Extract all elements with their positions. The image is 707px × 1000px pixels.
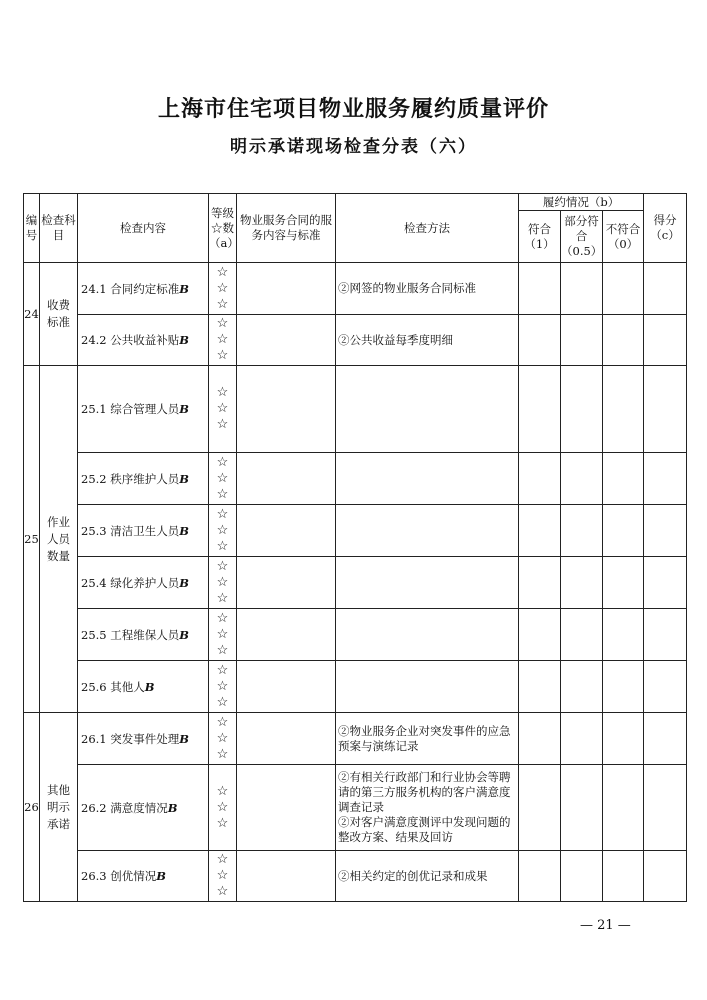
score-cell[interactable] [644,661,687,713]
grade-stars [209,505,237,557]
comply-cell[interactable] [519,557,561,609]
check-item [78,557,209,609]
score-cell[interactable] [644,263,687,315]
partial-cell[interactable] [561,263,603,315]
section-category [40,263,78,366]
star-icon: ☆☆☆ [216,852,229,899]
comply-cell[interactable] [519,315,561,366]
contract-cell[interactable] [237,263,336,315]
contract-cell[interactable] [237,453,336,505]
section-number: 24 [24,263,40,366]
evaluation-table [23,193,687,902]
check-item-mark: B [144,679,155,694]
table-row [24,713,687,765]
comply-cell[interactable] [519,713,561,765]
score-cell[interactable] [644,366,687,453]
noncomply-cell[interactable] [603,609,644,661]
grade-stars [209,315,237,366]
table-row [24,851,687,902]
header-content: 检查内容 [78,194,209,263]
grade-stars [209,366,237,453]
star-icon: ☆☆☆ [216,558,229,606]
table-row [24,765,687,851]
contract-cell[interactable] [237,713,336,765]
check-item [78,505,209,557]
check-item-mark: B [179,731,189,746]
partial-cell[interactable] [561,505,603,557]
table-row [24,263,687,315]
grade-stars [209,661,237,713]
check-item-label: 25.4 绿化养护人员 [81,575,180,590]
header-no: 编号 [24,194,40,263]
contract-cell[interactable] [237,609,336,661]
partial-cell[interactable] [561,661,603,713]
star-icon: ☆☆☆ [216,506,229,554]
noncomply-cell[interactable] [603,315,644,366]
partial-cell[interactable] [561,713,603,765]
noncomply-cell[interactable] [603,366,644,453]
grade-stars [209,713,237,765]
noncomply-cell[interactable] [603,505,644,557]
noncomply-cell[interactable] [603,557,644,609]
header-grade: 等级☆数（a） [209,194,237,263]
star-icon: ☆☆☆ [216,454,229,502]
comply-cell[interactable] [519,765,561,851]
header-category: 检查科目 [40,194,78,263]
check-item [78,661,209,713]
grade-stars [209,263,237,315]
partial-cell[interactable] [561,366,603,453]
score-cell[interactable] [644,765,687,851]
section-category [40,713,78,902]
header-contract: 物业服务合同的服务内容与标准 [237,194,336,263]
star-icon: ☆☆☆ [216,316,229,363]
score-cell[interactable] [644,315,687,366]
check-item [78,765,209,851]
partial-cell[interactable] [561,851,603,902]
check-item-label: 26.1 突发事件处理 [81,731,180,746]
grade-stars [209,851,237,902]
star-icon: ☆☆☆ [216,662,229,710]
check-method [336,366,519,453]
score-cell[interactable] [644,609,687,661]
check-item [78,609,209,661]
table-row [24,505,687,557]
check-item-mark: B [179,575,189,590]
section-category [40,366,78,713]
category-label: 其他明示承诺 [47,782,70,831]
check-method: ②网签的物业服务合同标准 [336,263,519,315]
star-icon: ☆☆☆ [216,783,229,831]
header-score: 得分（c） [644,194,687,263]
contract-cell[interactable] [237,557,336,609]
score-cell[interactable] [644,851,687,902]
check-item [78,851,209,902]
header-noncomply: 不符合（0） [603,211,644,263]
check-item-mark: B [167,800,178,815]
partial-cell[interactable] [561,453,603,505]
check-item-label: 25.1 综合管理人员 [81,402,180,416]
grade-stars [209,453,237,505]
check-item-label: 24.1 合同约定标准 [81,281,180,296]
score-cell[interactable] [644,505,687,557]
page-number: — 21 — [580,918,631,933]
header-method: 检查方法 [336,194,519,263]
check-method [336,505,519,557]
partial-cell[interactable] [561,609,603,661]
star-icon: ☆☆☆ [216,714,229,762]
check-item [78,315,209,366]
contract-cell[interactable] [237,851,336,902]
check-item-label: 24.2 公共收益补贴 [81,333,180,347]
check-item [78,263,209,315]
page-title: 上海市住宅项目物业服务履约质量评价 [157,97,549,122]
noncomply-cell[interactable] [603,765,644,851]
check-item-mark: B [179,333,189,347]
contract-cell[interactable] [237,505,336,557]
check-item [78,453,209,505]
comply-cell[interactable] [519,453,561,505]
check-item-mark: B [179,523,189,538]
score-cell[interactable] [644,713,687,765]
check-item [78,713,209,765]
check-item-mark: B [179,627,189,642]
header-performance: 履约情况（b） [519,194,644,211]
check-item-label: 25.2 秩序维护人员 [81,471,180,486]
table-row [24,557,687,609]
check-method [336,661,519,713]
section-number: 26 [24,713,40,902]
check-method [336,557,519,609]
contract-cell[interactable] [237,765,336,851]
check-item-label: 26.2 满意度情况 [81,800,168,815]
check-item-mark: B [179,471,189,486]
comply-cell[interactable] [519,851,561,902]
check-method: ②公共收益每季度明细 [336,315,519,366]
comply-cell[interactable] [519,505,561,557]
check-method: ②相关约定的创优记录和成果 [336,851,519,902]
check-method: ②有相关行政部门和行业协会等聘请的第三方服务机构的客户满意度调查记录 ②对客户满意度测评中发现问题的整改方案、结果及回访 [336,765,519,851]
noncomply-cell[interactable] [603,453,644,505]
noncomply-cell[interactable] [603,713,644,765]
category-label: 收费标准 [47,298,70,329]
star-icon: ☆☆☆ [216,385,229,432]
check-item-mark: B [179,281,189,296]
comply-cell[interactable] [519,609,561,661]
star-icon: ☆☆☆ [216,610,229,658]
partial-cell[interactable] [561,765,603,851]
partial-cell[interactable] [561,557,603,609]
check-method [336,453,519,505]
table-row [24,315,687,366]
check-item-label: 26.3 创优情况 [81,869,157,883]
contract-cell[interactable] [237,315,336,366]
table-row [24,661,687,713]
contract-cell[interactable] [237,661,336,713]
check-method: ②物业服务企业对突发事件的应急预案与演练记录 [336,713,519,765]
noncomply-cell[interactable] [603,263,644,315]
table-row [24,609,687,661]
noncomply-cell[interactable] [603,661,644,713]
comply-cell[interactable] [519,661,561,713]
category-label: 作业人员数量 [47,514,70,563]
grade-stars [209,557,237,609]
header-partial: 部分符合（0.5） [561,211,603,263]
table-row [24,453,687,505]
contract-cell[interactable] [237,366,336,453]
check-method [336,609,519,661]
page-subtitle: 明示承诺现场检查分表（六） [230,137,477,157]
score-cell[interactable] [644,453,687,505]
check-item-label: 25.6 其他人 [81,679,145,694]
check-item-mark: B [156,869,166,883]
grade-stars [209,765,237,851]
header-comply: 符合（1） [519,211,561,263]
table-row [24,366,687,453]
star-icon: ☆☆☆ [216,264,229,312]
grade-stars [209,609,237,661]
check-item-label: 25.3 清洁卫生人员 [81,523,180,538]
check-item-mark: B [179,402,189,416]
score-cell[interactable] [644,557,687,609]
check-item [78,366,209,453]
noncomply-cell[interactable] [603,851,644,902]
check-item-label: 25.5 工程维保人员 [81,627,180,642]
comply-cell[interactable] [519,366,561,453]
comply-cell[interactable] [519,263,561,315]
partial-cell[interactable] [561,315,603,366]
section-number: 25 [24,366,40,713]
